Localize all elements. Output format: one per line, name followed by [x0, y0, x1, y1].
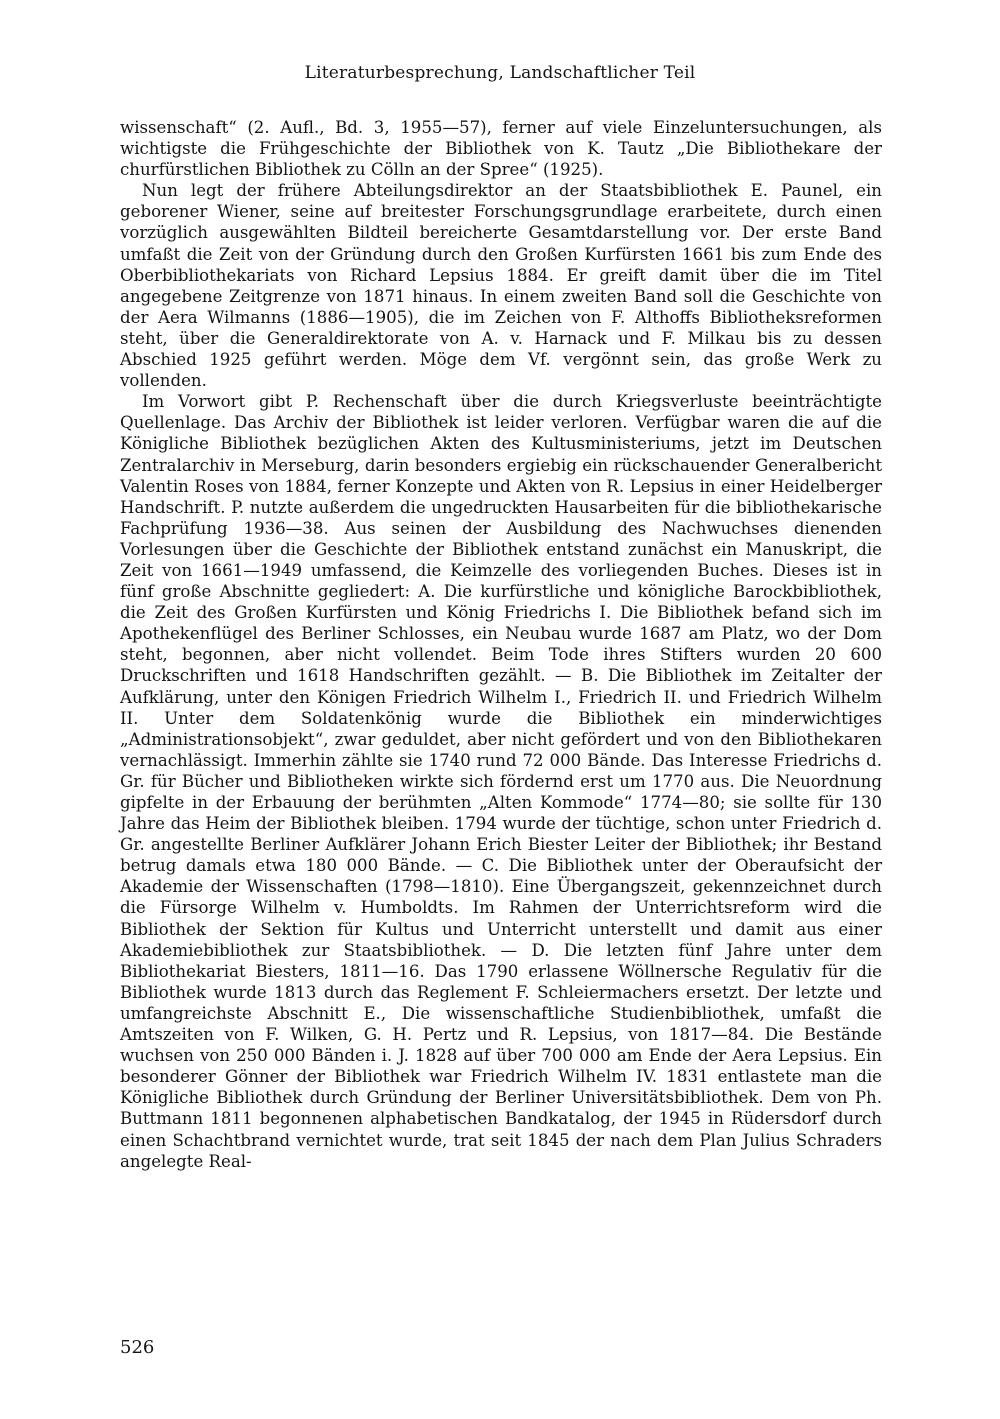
paragraph-paunel-overview: Nun legt der frühere Abteilungsdirektor an der Staatsbibliothek E. Paunel, ein geborener Wiener, seine auf breitester Forschungsgrundlage erarbeitete, durch einen vorzüglich ausgewählten Bildteil bereicherte Gesamtdarstellung vor. Der erste Band umfaßt die Zeit von der Gründung durch den Großen Kurfürsten 1661 bis zum Ende des Oberbibliothekariats von Richard Lepsius 1884. Er greift damit über die im Titel angegebene Zeitgrenze von 1871 hinaus. In einem zweiten Band soll die Geschichte von der Aera Wilmanns (1886—1905), die im Zeichen von F. Althoffs Bibliotheksreformen steht, über die Generaldirektorate von A. v. Harnack und F. Milkau bis zu dessen Abschied 1925 geführt werden. Möge dem Vf. vergönnt sein, das große Werk zu vollenden. [120, 181, 882, 391]
page-number: 526 [120, 1337, 155, 1358]
running-header: Literaturbesprechung, Landschaftlicher Teil [304, 63, 696, 83]
body-text [120, 117, 882, 1172]
paragraph-vorwort-sources: Im Vorwort gibt P. Rechenschaft über die durch Kriegsverluste beeinträchtigte Quellenlage. Das Archiv der Bibliothek ist leider verloren. Verfügbar waren die auf die Königliche Bibliothek bezüglichen Akten des Kultusministeriums, jetzt im Deutschen Zentralarchiv in Merseburg, darin besonders ergiebig ein rückschauender Generalbericht Valentin Roses von 1884, ferner Konzepte und Akten von R. Lepsius in einer Heidelberger Handschrift. P. nutzte außerdem die ungedruckten Hausarbeiten für die bibliothekarische Fachprüfung 1936—38. Aus seinen der Ausbildung des Nachwuchses dienenden Vorlesungen über die Geschichte der Bibliothek entstand zunächst ein Manuskript, die Zeit von 1661—1949 umfassend, die Keimzelle des vorliegenden Buches. Dieses ist in fünf große Abschnitte gegliedert: A. Die kurfürstliche und königliche Barockbibliothek, die Zeit des Großen Kurfürsten und König Friedrichs I. Die Bibliothek befand sich im Apothekenflügel des Berliner Schlosses, ein Neubau wurde 1687 am Platz, wo der Dom steht, begonnen, aber nicht vollendet. Beim Tode ihres Stifters wurden 20 600 Druckschriften und 1618 Handschriften gezählt. — B. Die Bibliothek im Zeitalter der Aufklärung, unter den Königen Friedrich Wilhelm I., Friedrich II. und Friedrich Wilhelm II. Unter dem Soldatenkönig wurde die Bibliothek ein minderwichtiges „Administrationsobjekt“, zwar geduldet, aber nicht gefördert und von den Bibliothekaren vernachlässigt. Immerhin zählte sie 1740 rund 72 000 Bände. Das Interesse Friedrichs d. Gr. für Bücher und Bibliotheken wirkte sich fördernd erst um 1770 aus. Die Neuordnung gipfelte in der Erbauung der berühmten „Alten Kommode“ 1774—80; sie sollte für 130 Jahre das Heim der Bibliothek bleiben. 1794 wurde der tüchtige, schon unter Friedrich d. Gr. angestellte Berliner Aufklärer Johann Erich Biester Leiter der Bibliothek; ihr Bestand betrug damals etwa 180 000 Bände. — C. Die Bibliothek unter der Oberaufsicht der Akademie der Wissenschaften (1798—1810). Eine Übergangszeit, gekennzeichnet durch die Fürsorge Wilhelm v. Humboldts. Im Rahmen der Unterrichtsreform wird die Bibliothek der Sektion für Kultus und Unterricht unterstellt und damit aus einer Akademiebibliothek zur Staatsbibliothek. — D. Die letzten fünf Jahre unter dem Bibliothekariat Biesters, 1811—16. Das 1790 erlassene Wöllnersche Regulativ für die Bibliothek wurde 1813 durch das Reglement F. Schleiermachers ersetzt. Der letzte und umfangreichste Abschnitt E., Die wissenschaftliche Studienbibliothek, umfaßt die Amtszeiten von F. Wilken, G. H. Pertz und R. Lepsius, von 1817—84. Die Bestände wuchsen von 250 000 Bänden i. J. 1828 auf über 700 000 am Ende der Aera Lepsius. Ein besonderer Gönner der Bibliothek war Friedrich Wilhelm IV. 1831 entlastete man die Königliche Bibliothek durch Gründung der Berliner Universitätsbibliothek. Dem von Ph. Buttmann 1811 begonnenen alphabetischen Bandkatalog, der 1945 in Rüdersdorf durch einen Schachtbrand vernichtet wurde, trat seit 1845 der nach dem Plan Julius Schraders angelegte Real- [120, 392, 882, 1171]
paragraph-continuation: wissenschaft“ (2. Aufl., Bd. 3, 1955—57), ferner auf viele Einzeluntersuchungen, als wichtigste die Frühgeschichte der Bibliothek von K. Tautz „Die Bibliothekare der churfürstlichen Bibliothek zu Cölln an der Spree“ (1925). [120, 118, 882, 180]
